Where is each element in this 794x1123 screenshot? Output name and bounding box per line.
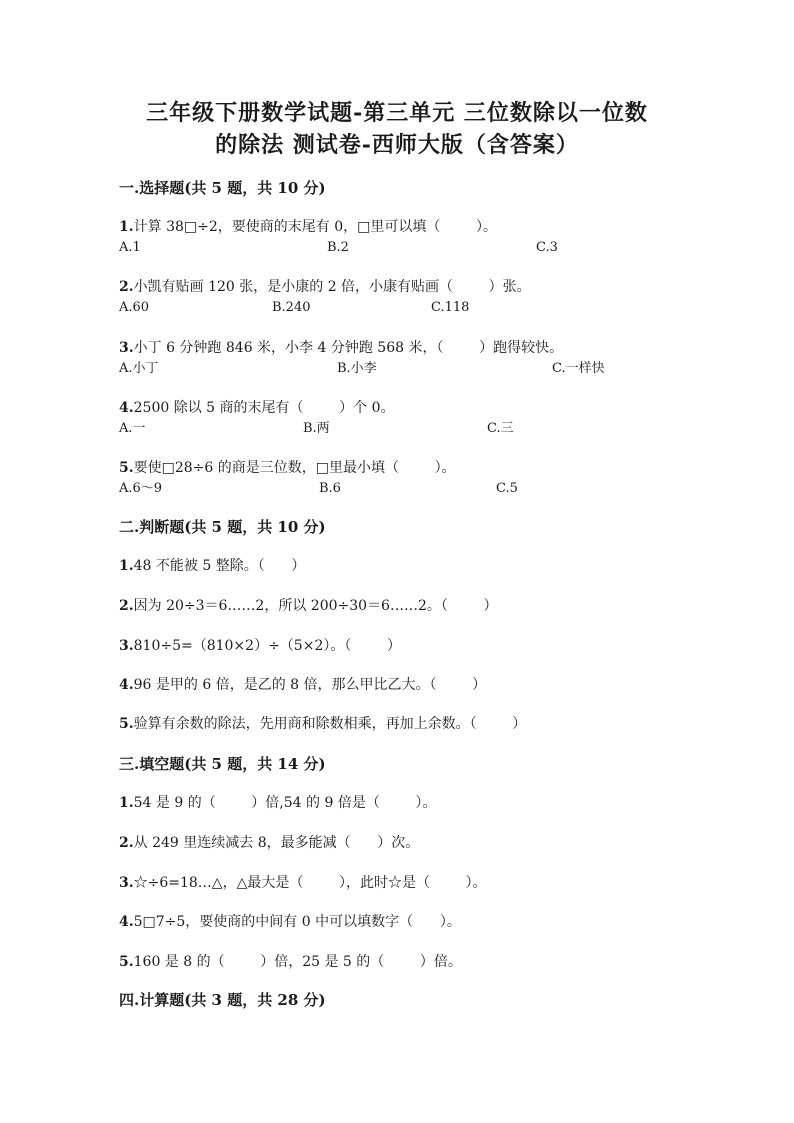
question: 3.小丁 6 分钟跑 846 米，小李 4 分钟跑 568 米，（ ）跑得较快。 (119, 340, 564, 356)
question: 2.小凯有贴画 120 张，是小康的 2 倍，小康有贴画（ ）张。 (119, 279, 531, 295)
question: 4.2500 除以 5 商的末尾有（ ）个 0。 (119, 400, 395, 416)
question: 5.160 是 8 的（ ）倍，25 是 5 的（ ）倍。 (119, 954, 462, 970)
option: A.一 (119, 421, 146, 436)
section-heading-choice: 一.选择题(共 5 题，共 10 分) (119, 179, 326, 197)
section-heading-calculation: 四.计算题(共 3 题，共 28 分) (119, 991, 326, 1009)
option: A.6～9 (119, 481, 163, 496)
question: 2.从 249 里连续减去 8，最多能减（ ）次。 (119, 835, 420, 851)
option: C.5 (496, 481, 518, 496)
page-title-line-1: 三年级下册数学试题-第三单元 三位数除以一位数 (146, 100, 648, 126)
section-heading-fill-in: 三.填空题(共 5 题，共 14 分) (119, 755, 326, 773)
question: 1.48 不能被 5 整除。（ ） (119, 558, 306, 574)
question: 4.96 是甲的 6 倍，是乙的 8 倍，那么甲比乙大。（ ） (119, 677, 487, 693)
question: 1.计算 38□÷2，要使商的末尾有 0，□里可以填（ ）。 (119, 219, 497, 235)
question: 5.验算有余数的除法，先用商和除数相乘，再加上余数。（ ） (119, 716, 527, 732)
option: B.两 (303, 421, 330, 436)
option: B.2 (327, 240, 349, 255)
question: 3.☆÷6=18…△，△最大是（ ），此时☆是（ ）。 (119, 875, 487, 891)
option: B.240 (272, 300, 311, 315)
option: C.3 (536, 240, 558, 255)
option: A.60 (119, 300, 150, 315)
option: A.1 (119, 240, 141, 255)
option: C.118 (431, 300, 470, 315)
question: 4.5□7÷5，要使商的中间有 0 中可以填数字（ ）。 (119, 914, 461, 930)
section-heading-judgement: 二.判断题(共 5 题，共 10 分) (119, 518, 326, 536)
question: 2.因为 20÷3＝6……2，所以 200÷30＝6……2。（ ） (119, 598, 498, 614)
option: C.一样快 (552, 361, 605, 376)
option: A.小丁 (119, 361, 159, 376)
option: C.三 (487, 421, 514, 436)
option: B.6 (319, 481, 341, 496)
question: 5.要使□28÷6 的商是三位数，□里最小填（ ）。 (119, 460, 456, 476)
page-title-line-2: 的除法 测试卷-西师大版（含答案） (215, 132, 579, 158)
option: B.小李 (337, 361, 377, 376)
question: 1.54 是 9 的（ ）倍,54 的 9 倍是（ ）。 (119, 795, 437, 811)
question: 3.810÷5=（810×2）÷（5×2）。（ ） (119, 638, 401, 654)
